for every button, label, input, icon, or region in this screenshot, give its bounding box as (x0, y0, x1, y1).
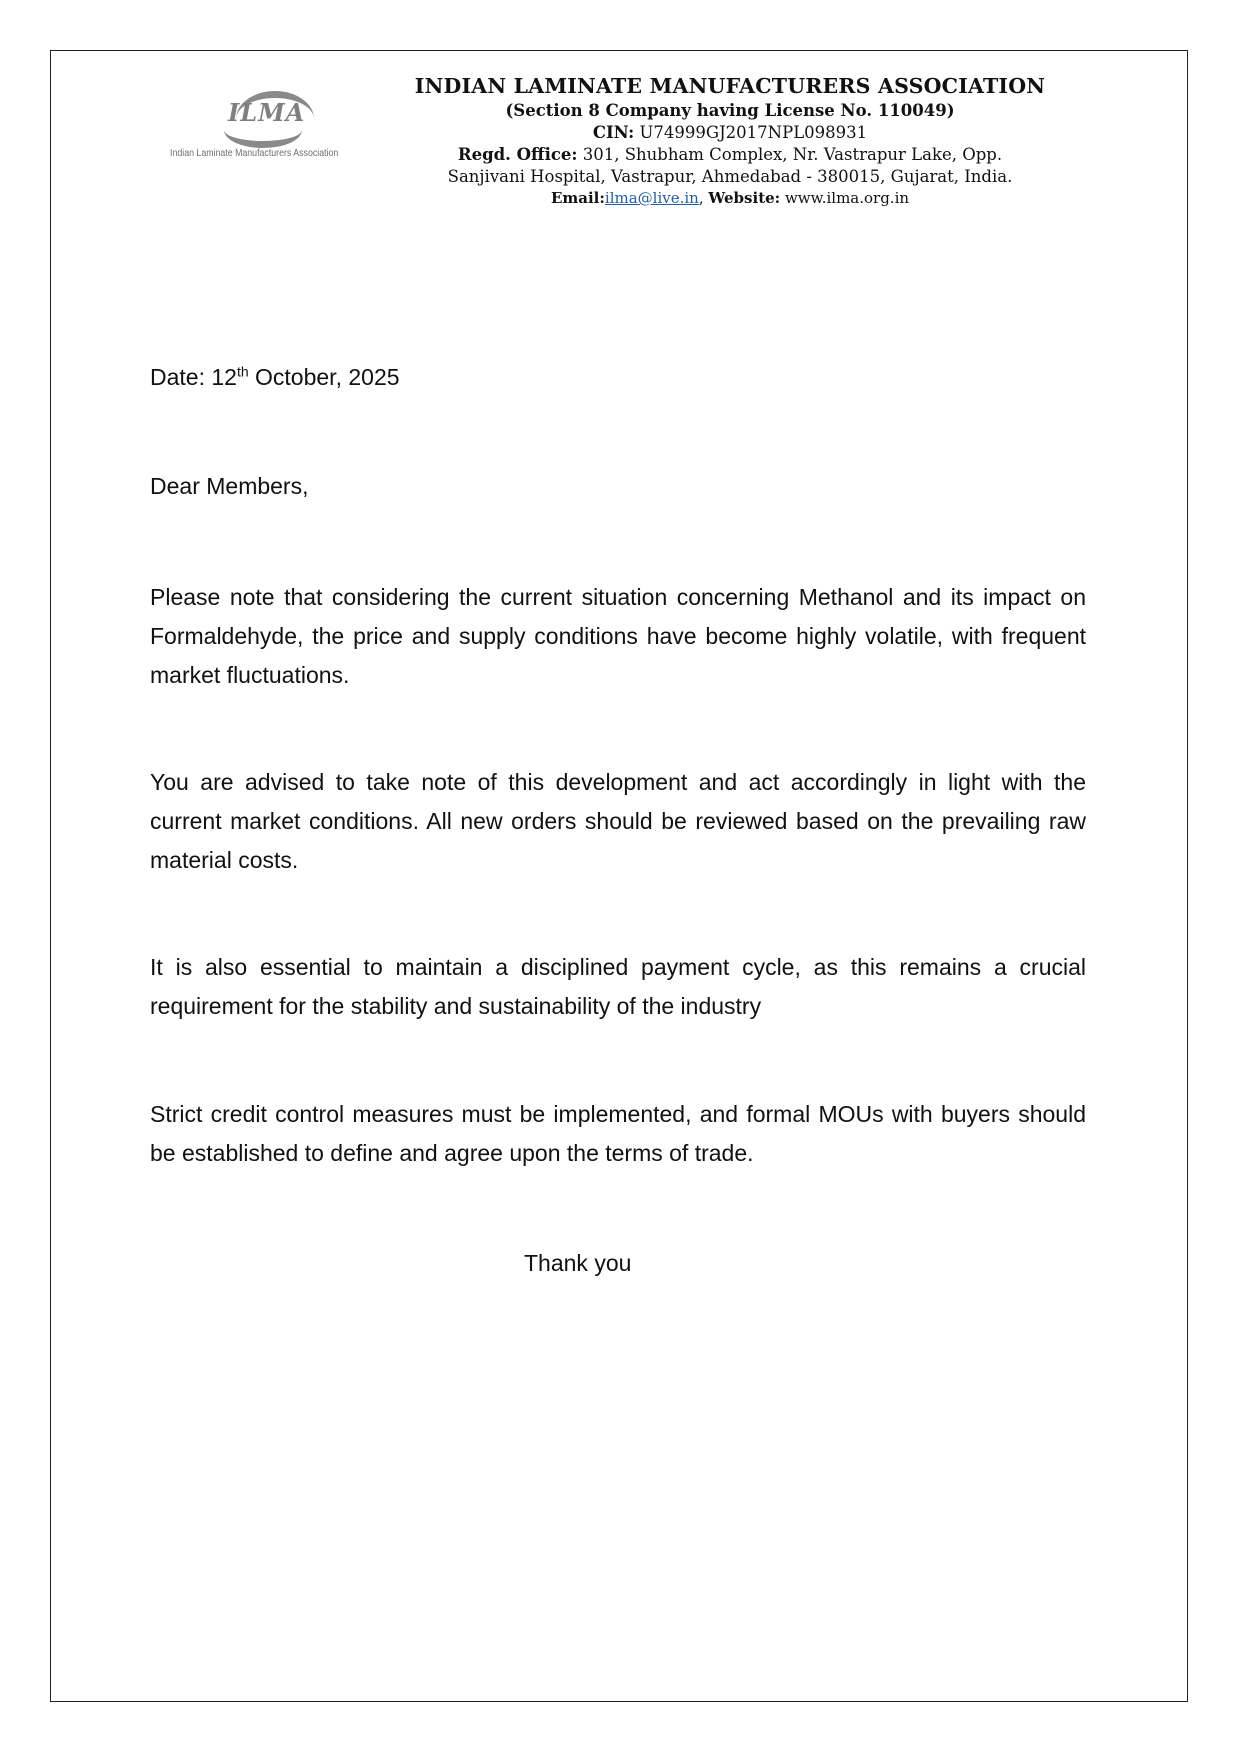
paragraph-methanol: Please note that considering the current situation concerning Methanol and its impact on Formaldehyde, the price and supply conditions have become highly volatile, with frequent market fluctuations. (150, 584, 1086, 688)
website-value: www.ilma.org.in (780, 189, 910, 207)
cin-line (370, 122, 1090, 144)
office-label: Regd. Office: (457, 145, 578, 164)
logo-arc-bottom (224, 130, 302, 148)
contact-line (370, 188, 1090, 208)
email-label: Email: (550, 189, 605, 207)
logo-mark: ILMA (228, 98, 306, 127)
date-rest: October, 2025 (248, 364, 400, 390)
cin-label: CIN: (592, 123, 635, 142)
date-prefix: Date: 12 (150, 364, 237, 390)
website-label: Website: (708, 189, 781, 207)
paragraph-payment-cycle: It is also essential to maintain a disciplined payment cycle, as this remains a crucial requirement for the stability and sustainability of the industry (150, 954, 1086, 1019)
office-line-2: Sanjivani Hospital, Vastrapur, Ahmedabad - 380015, Gujarat, India. (447, 167, 1013, 186)
date-ordinal: th (236, 363, 249, 380)
letter-date (150, 358, 1086, 397)
closing: Thank you (524, 1250, 632, 1276)
salutation: Dear Members, (150, 473, 309, 499)
email-link[interactable]: ilma@live.in (604, 189, 699, 207)
organization-title: INDIAN LAMINATE MANUFACTURERS ASSOCIATION (414, 74, 1046, 98)
letterhead (370, 72, 1090, 208)
office-address-1: 301, Shubham Complex, Nr. Vastrapur Lake, Opp. (577, 145, 1003, 164)
logo-subtitle: Indian Laminate Manufacturers Association (170, 148, 339, 159)
paragraph-advice: You are advised to take note of this development and act accordingly in light with the current market conditions. All new orders should be reviewed based on the prevailing raw material costs. (150, 769, 1086, 873)
cin-value: U74999GJ2017NPL098931 (634, 123, 868, 142)
ilma-logo-icon (166, 86, 356, 166)
separator: , (698, 189, 709, 207)
paragraph-credit-control: Strict credit control measures must be implemented, and formal MOUs with buyers should be established to define and agree upon the terms of trade. (150, 1101, 1086, 1166)
office-line-1 (370, 144, 1090, 166)
license-line: (Section 8 Company having License No. 110049) (505, 101, 955, 120)
